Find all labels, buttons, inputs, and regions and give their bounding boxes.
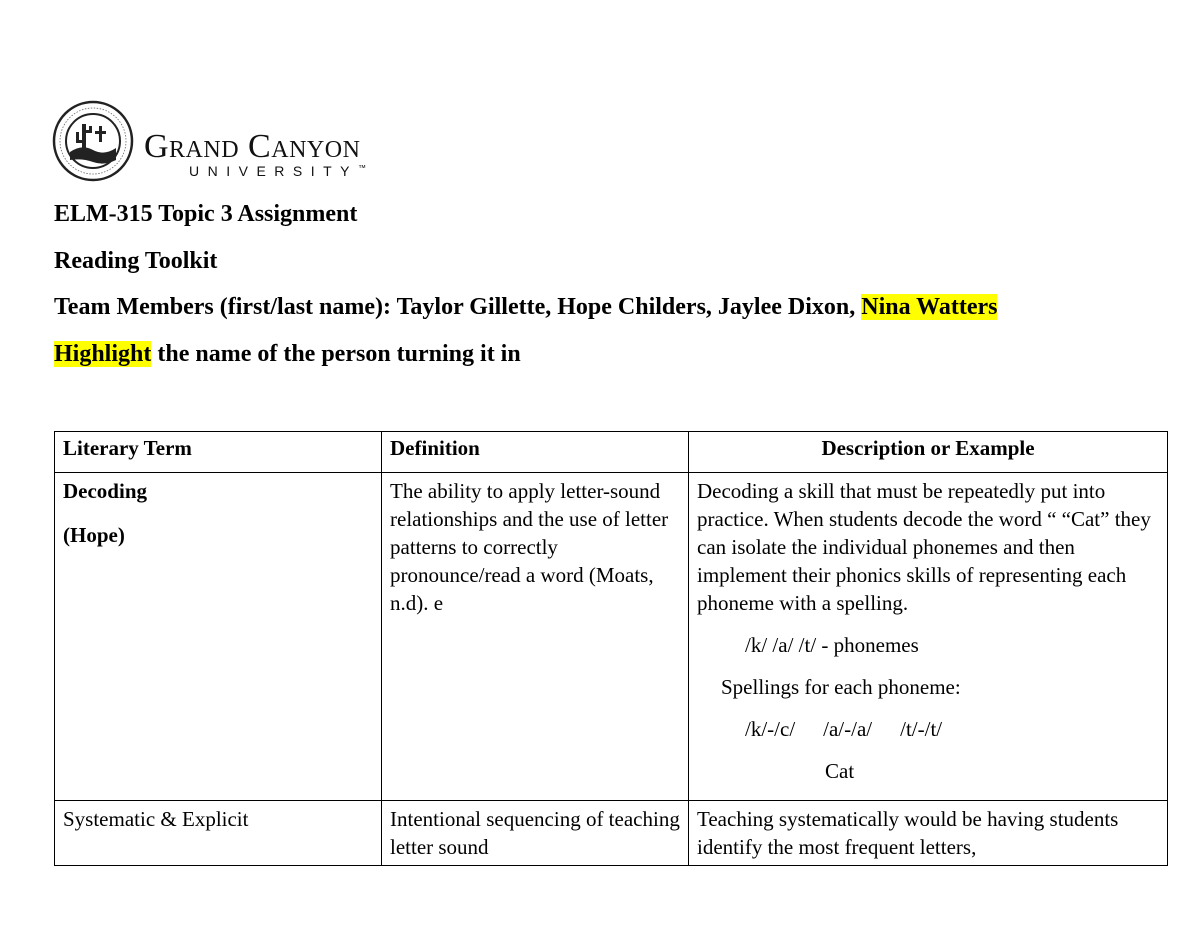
highlighted-team-member: Nina Watters — [861, 294, 998, 320]
definition-cell: Intentional sequencing of teaching letter sound — [382, 801, 689, 866]
table-header-row — [55, 432, 1168, 473]
team-members-names: Taylor Gillette, Hope Childers, Jaylee Dixon, — [396, 294, 862, 320]
description-cell — [689, 473, 1168, 801]
logo-university-label: UNIVERSITY™ — [189, 163, 367, 179]
term-name: Decoding — [63, 479, 147, 503]
definition-cell: The ability to apply letter-sound relationships and the use of letter patterns to correctly pronounce/read a word (Moats, n.d). e — [382, 473, 689, 801]
university-logo — [52, 100, 432, 184]
logo-name-line: Grand Canyon — [144, 128, 361, 165]
spellings-line — [697, 715, 1159, 743]
highlight-instruction — [54, 339, 521, 369]
term-contributor: (Hope) — [63, 523, 125, 547]
header-definition: Definition — [382, 432, 689, 473]
table-row — [55, 801, 1168, 866]
spelling-t: /t/-/t/ — [900, 717, 943, 741]
university-seal-icon — [52, 100, 134, 182]
header-literary-term: Literary Term — [55, 432, 382, 473]
team-members-line — [54, 292, 997, 322]
spelling-k: /k/-/c/ — [745, 717, 796, 741]
university-wordmark — [144, 127, 360, 167]
term-cell — [55, 473, 382, 801]
course-title: ELM-315 Topic 3 Assignment — [54, 201, 358, 227]
example-word: Cat — [825, 759, 855, 783]
team-members-label: Team Members (first/last name): — [54, 294, 397, 320]
highlight-instruction-rest: the name of the person turning it in — [151, 341, 521, 367]
header-description-example: Description or Example — [689, 432, 1168, 473]
spellings-label: Spellings for each phoneme: — [721, 675, 961, 699]
term-cell: Systematic & Explicit — [55, 801, 382, 866]
table-row — [55, 473, 1168, 801]
phonemes-line: /k/ /a/ /t/ - phonemes — [745, 633, 919, 657]
spelling-a: /a/-/a/ — [823, 717, 873, 741]
highlight-word: Highlight — [54, 341, 152, 367]
document-title: Reading Toolkit — [54, 248, 218, 274]
description-cell: Teaching systematically would be having students identify the most frequent letters, — [689, 801, 1168, 866]
reading-toolkit-table — [54, 431, 1168, 866]
description-text: Decoding a skill that must be repeatedly put into practice. When students decode the word “ “Cat” they can isolate the individual phonemes and then implement their phonics skills of representing each phoneme with a spelling. — [697, 479, 1151, 615]
